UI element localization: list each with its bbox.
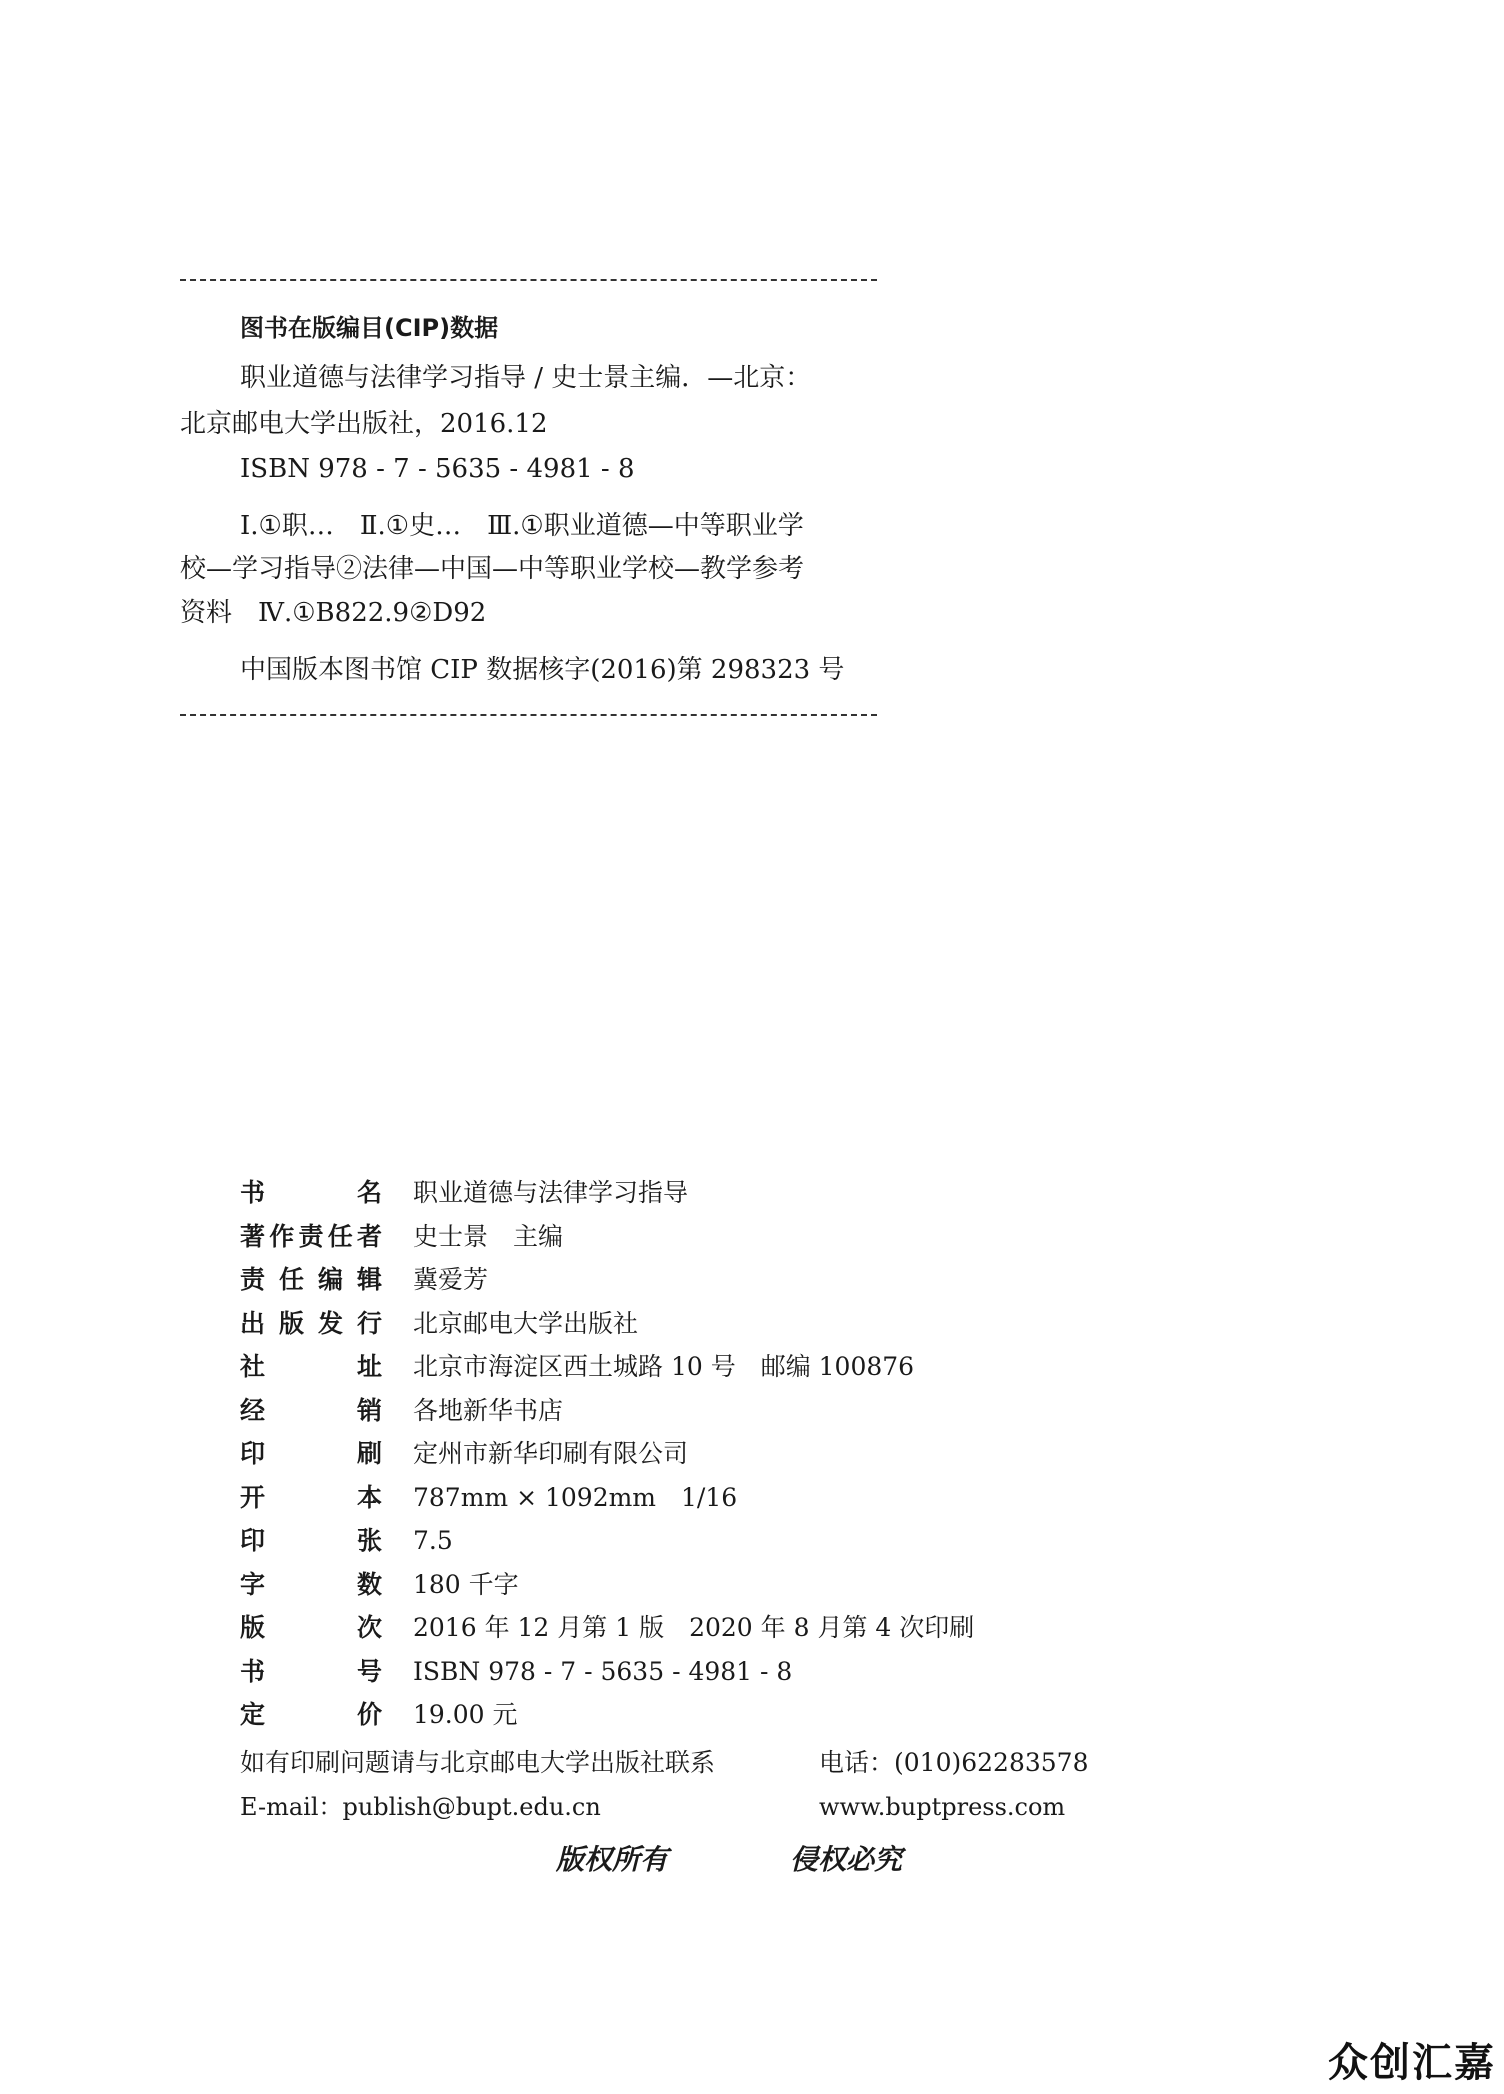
imprint-label-char: 书 xyxy=(240,1657,266,1686)
imprint-label-char: 址 xyxy=(356,1352,382,1381)
cip-record: 中国版本图书馆 CIP 数据核字(2016)第 298323 号 xyxy=(240,655,845,685)
cip-class-3: 资料 Ⅳ.①B822.9②D92 xyxy=(180,598,487,628)
imprint-value: 北京邮电大学出版社 xyxy=(413,1309,639,1338)
imprint-value: 787mm × 1092mm 1/16 xyxy=(413,1483,738,1512)
imprint-label-char: 经 xyxy=(240,1396,266,1425)
imprint-label-char: 本 xyxy=(356,1483,382,1512)
imprint-label xyxy=(240,1265,382,1295)
imprint-label-char: 书 xyxy=(240,1178,266,1207)
cip-title: 图书在版编目(CIP)数据 xyxy=(240,314,499,342)
imprint-label-char: 发 xyxy=(317,1309,343,1338)
imprint-label-char: 者 xyxy=(356,1222,382,1251)
imprint-label xyxy=(240,1483,382,1513)
imprint-value: 7.5 xyxy=(413,1526,453,1555)
imprint-value: 19.00 元 xyxy=(413,1700,518,1729)
contact-website: www.buptpress.com xyxy=(819,1793,1066,1821)
publisher-watermark: 众创汇嘉 xyxy=(1328,2040,1496,2086)
imprint-label-char: 价 xyxy=(356,1700,382,1729)
imprint-label xyxy=(240,1178,382,1208)
imprint-value: 北京市海淀区西土城路 10 号 邮编 100876 xyxy=(413,1352,915,1381)
imprint-label-char: 张 xyxy=(356,1526,382,1555)
imprint-label-char: 印 xyxy=(240,1526,266,1555)
imprint-label-char: 号 xyxy=(356,1657,382,1686)
imprint-value: 史士景 主编 xyxy=(413,1222,564,1251)
imprint-label-char: 销 xyxy=(356,1396,382,1425)
contact-phone: 电话：(010)62283578 xyxy=(819,1748,1089,1777)
cip-isbn: ISBN 978 - 7 - 5635 - 4981 - 8 xyxy=(240,454,635,484)
imprint-label xyxy=(240,1352,382,1382)
imprint-value: 职业道德与法律学习指导 xyxy=(413,1178,689,1207)
infringement-warning: 侵权必究 xyxy=(790,1843,903,1876)
imprint-label-char: 刷 xyxy=(356,1439,382,1468)
imprint-label-char: 字 xyxy=(240,1570,266,1599)
cip-line-1: 职业道德与法律学习指导 / 史士景主编．—北京： xyxy=(240,363,812,393)
imprint-label xyxy=(240,1222,382,1252)
imprint-label-char: 编 xyxy=(317,1265,343,1294)
imprint-label-char: 出 xyxy=(240,1309,266,1338)
imprint-label xyxy=(240,1657,382,1687)
cip-class-2: 校—学习指导②法律—中国—中等职业学校—教学参考 xyxy=(180,554,805,584)
imprint-value: 定州市新华印刷有限公司 xyxy=(413,1439,689,1468)
cip-line-2: 北京邮电大学出版社，2016.12 xyxy=(180,409,548,439)
imprint-label xyxy=(240,1396,382,1426)
imprint-label-char: 行 xyxy=(356,1309,382,1338)
contact-email: E-mail：publish@bupt.edu.cn xyxy=(240,1793,601,1821)
imprint-label-char: 作 xyxy=(269,1222,295,1251)
imprint-label-char: 任 xyxy=(327,1222,353,1251)
imprint-label xyxy=(240,1309,382,1339)
imprint-label xyxy=(240,1439,382,1469)
cip-class-1: Ⅰ.①职… Ⅱ.①史… Ⅲ.①职业道德—中等职业学 xyxy=(240,511,804,541)
imprint-label xyxy=(240,1700,382,1730)
imprint-label xyxy=(240,1613,382,1643)
bottom-divider xyxy=(180,714,877,716)
imprint-label xyxy=(240,1570,382,1600)
imprint-label-char: 版 xyxy=(278,1309,304,1338)
imprint-label-char: 数 xyxy=(356,1570,382,1599)
contact-notice: 如有印刷问题请与北京邮电大学出版社联系 xyxy=(240,1748,716,1777)
imprint-label-char: 次 xyxy=(356,1613,382,1642)
imprint-label-char: 印 xyxy=(240,1439,266,1468)
imprint-value: 180 千字 xyxy=(413,1570,519,1599)
imprint-value: 2016 年 12 月第 1 版 2020 年 8 月第 4 次印刷 xyxy=(413,1613,975,1642)
imprint-label-char: 责 xyxy=(240,1265,266,1294)
imprint-label-char: 名 xyxy=(356,1178,382,1207)
rights-reserved: 版权所有 xyxy=(556,1843,669,1876)
top-divider xyxy=(180,279,877,281)
imprint-label-char: 社 xyxy=(240,1352,266,1381)
imprint-value: 冀爱芳 xyxy=(413,1265,489,1294)
imprint-value: ISBN 978 - 7 - 5635 - 4981 - 8 xyxy=(413,1657,793,1686)
imprint-label-char: 辑 xyxy=(356,1265,382,1294)
imprint-value: 各地新华书店 xyxy=(413,1396,564,1425)
imprint-label-char: 定 xyxy=(240,1700,266,1729)
imprint-label-char: 任 xyxy=(278,1265,304,1294)
imprint-label xyxy=(240,1526,382,1556)
imprint-label-char: 开 xyxy=(240,1483,266,1512)
imprint-label-char: 著 xyxy=(240,1222,266,1251)
imprint-label-char: 责 xyxy=(298,1222,324,1251)
imprint-label-char: 版 xyxy=(240,1613,266,1642)
